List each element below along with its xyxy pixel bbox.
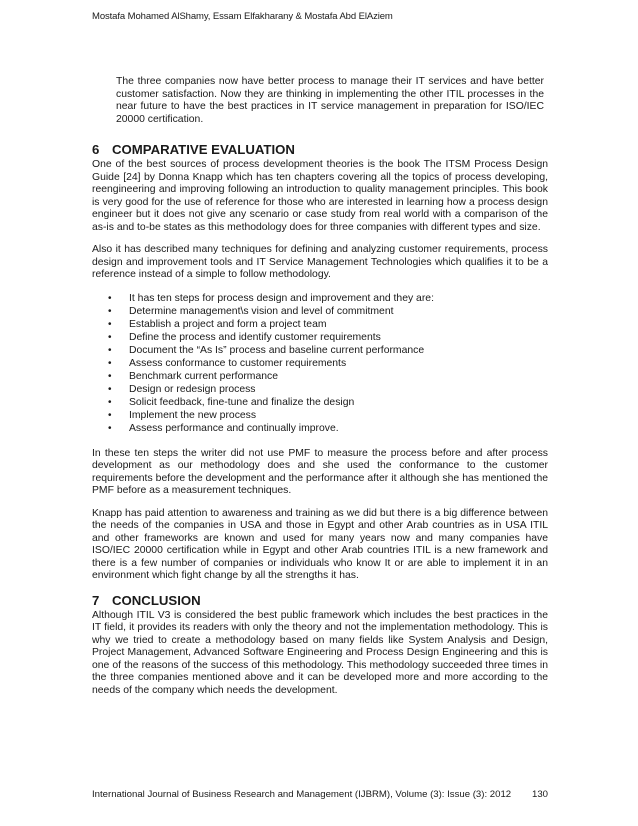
section-title: CONCLUSION — [112, 592, 201, 608]
journal-citation: International Journal of Business Research and Management (IJBRM), Volume (3): Issue (3): 2012 — [92, 789, 512, 800]
bullet-icon: • — [108, 292, 112, 304]
list-item: • Implement the new process — [108, 410, 257, 422]
list-item: • Establish a project and form a project team — [108, 318, 327, 330]
bullet-icon: • — [108, 397, 112, 409]
page-content — [92, 76, 548, 697]
intro-paragraph: The three companies now have better process to manage their IT services and have better customer satisfaction. Now they are thinking in implementing the other ITIL processes in the near future to have the best practices in IT service management in preparation for ISO/IEC 20000 certification. — [116, 76, 544, 125]
bullet-icon: • — [108, 410, 112, 422]
list-item: • Solicit feedback, fine-tune and finalize the design — [108, 397, 355, 409]
section-title: COMPARATIVE EVALUATION — [112, 142, 295, 157]
body-paragraph: One of the best sources of process development theories is the book The ITSM Process Design Guide [24] by Donna Knapp which has ten chapters covering all the topics of process developing, reengineering and improving following an introduction to quality management principles. This book is very good for the use of reference for those who are interested in learning how a process design engineer but it does not give any scenario or case study from real world with a comparison of the as-is and to-be states as this methodology does for three companies with different types and size. — [92, 159, 548, 233]
list-item: • Design or redesign process — [108, 384, 256, 396]
section-number: 7 — [92, 592, 100, 608]
bullet-icon: • — [108, 357, 112, 369]
body-paragraph: Knapp has paid attention to awareness and training as we did but there is a big difference between the needs of the companies in USA and those in Egypt and other Arab countries as in USA ITIL and other frameworks are known and used for many years now and many companies have ISO/IEC 20000 certification while in Egypt and other Arab countries ITIL is a new framework and there is a few number of companies or individuals who know It or are able to implement it in an environment which fight change by all the strengths it has. — [92, 507, 548, 582]
running-footer — [92, 789, 548, 800]
bullet-icon: • — [108, 384, 112, 396]
list-item: • Define the process and identify customer requirements — [108, 331, 381, 343]
bullet-icon: • — [108, 344, 112, 356]
page-number: 130 — [531, 789, 548, 800]
list-item: • Determine management\s vision and level of commitment — [108, 305, 394, 317]
steps-bullet-list — [92, 292, 548, 436]
bullet-icon: • — [108, 318, 112, 330]
bullet-icon: • — [108, 331, 112, 343]
list-item: • Assess conformance to customer requirements — [108, 357, 347, 369]
body-paragraph: Also it has described many techniques for defining and analyzing customer requirements, process design and improvement tools and IT Service Management Technologies which qualifies it to be a reference instead of a simple to follow methodology. — [92, 244, 548, 280]
list-item: • Document the “As Is” process and baseline current performance — [108, 344, 425, 356]
bullet-icon: • — [108, 305, 112, 317]
list-item: • It has ten steps for process design and improvement and they are: — [108, 292, 434, 304]
running-header: Mostafa Mohamed AlShamy, Essam Elfakharany & Mostafa Abd ElAziem — [92, 11, 393, 22]
bullet-icon: • — [108, 371, 112, 383]
body-paragraph: Although ITIL V3 is considered the best public framework which includes the best practices in the IT field, it provides its readers with only the theory and not the implementation methodology. This is why we tried to create a methodology based on many fields like System Analysis and Design, Project Management, Advanced Software Engineering and Process Design Engineering and this is one of the reasons of the success of this methodology. This methodology succeeded three times in the three companies mentioned above and it can be developed more and more according to the needs of the company which needs the development. — [92, 609, 548, 696]
list-item: • Assess performance and continually improve. — [108, 423, 339, 435]
section-number: 6 — [92, 142, 100, 157]
section-heading-comparative-evaluation — [92, 142, 548, 157]
section-heading-conclusion — [92, 593, 548, 608]
list-item: • Benchmark current performance — [108, 371, 278, 383]
body-paragraph: In these ten steps the writer did not use PMF to measure the process before and after process development as our methodology does and she used the conformance to the customer requirements before the development and the performance after it although she has mentioned the PMF before as a measurement techniques. — [92, 447, 548, 497]
bullet-icon: • — [108, 423, 112, 435]
